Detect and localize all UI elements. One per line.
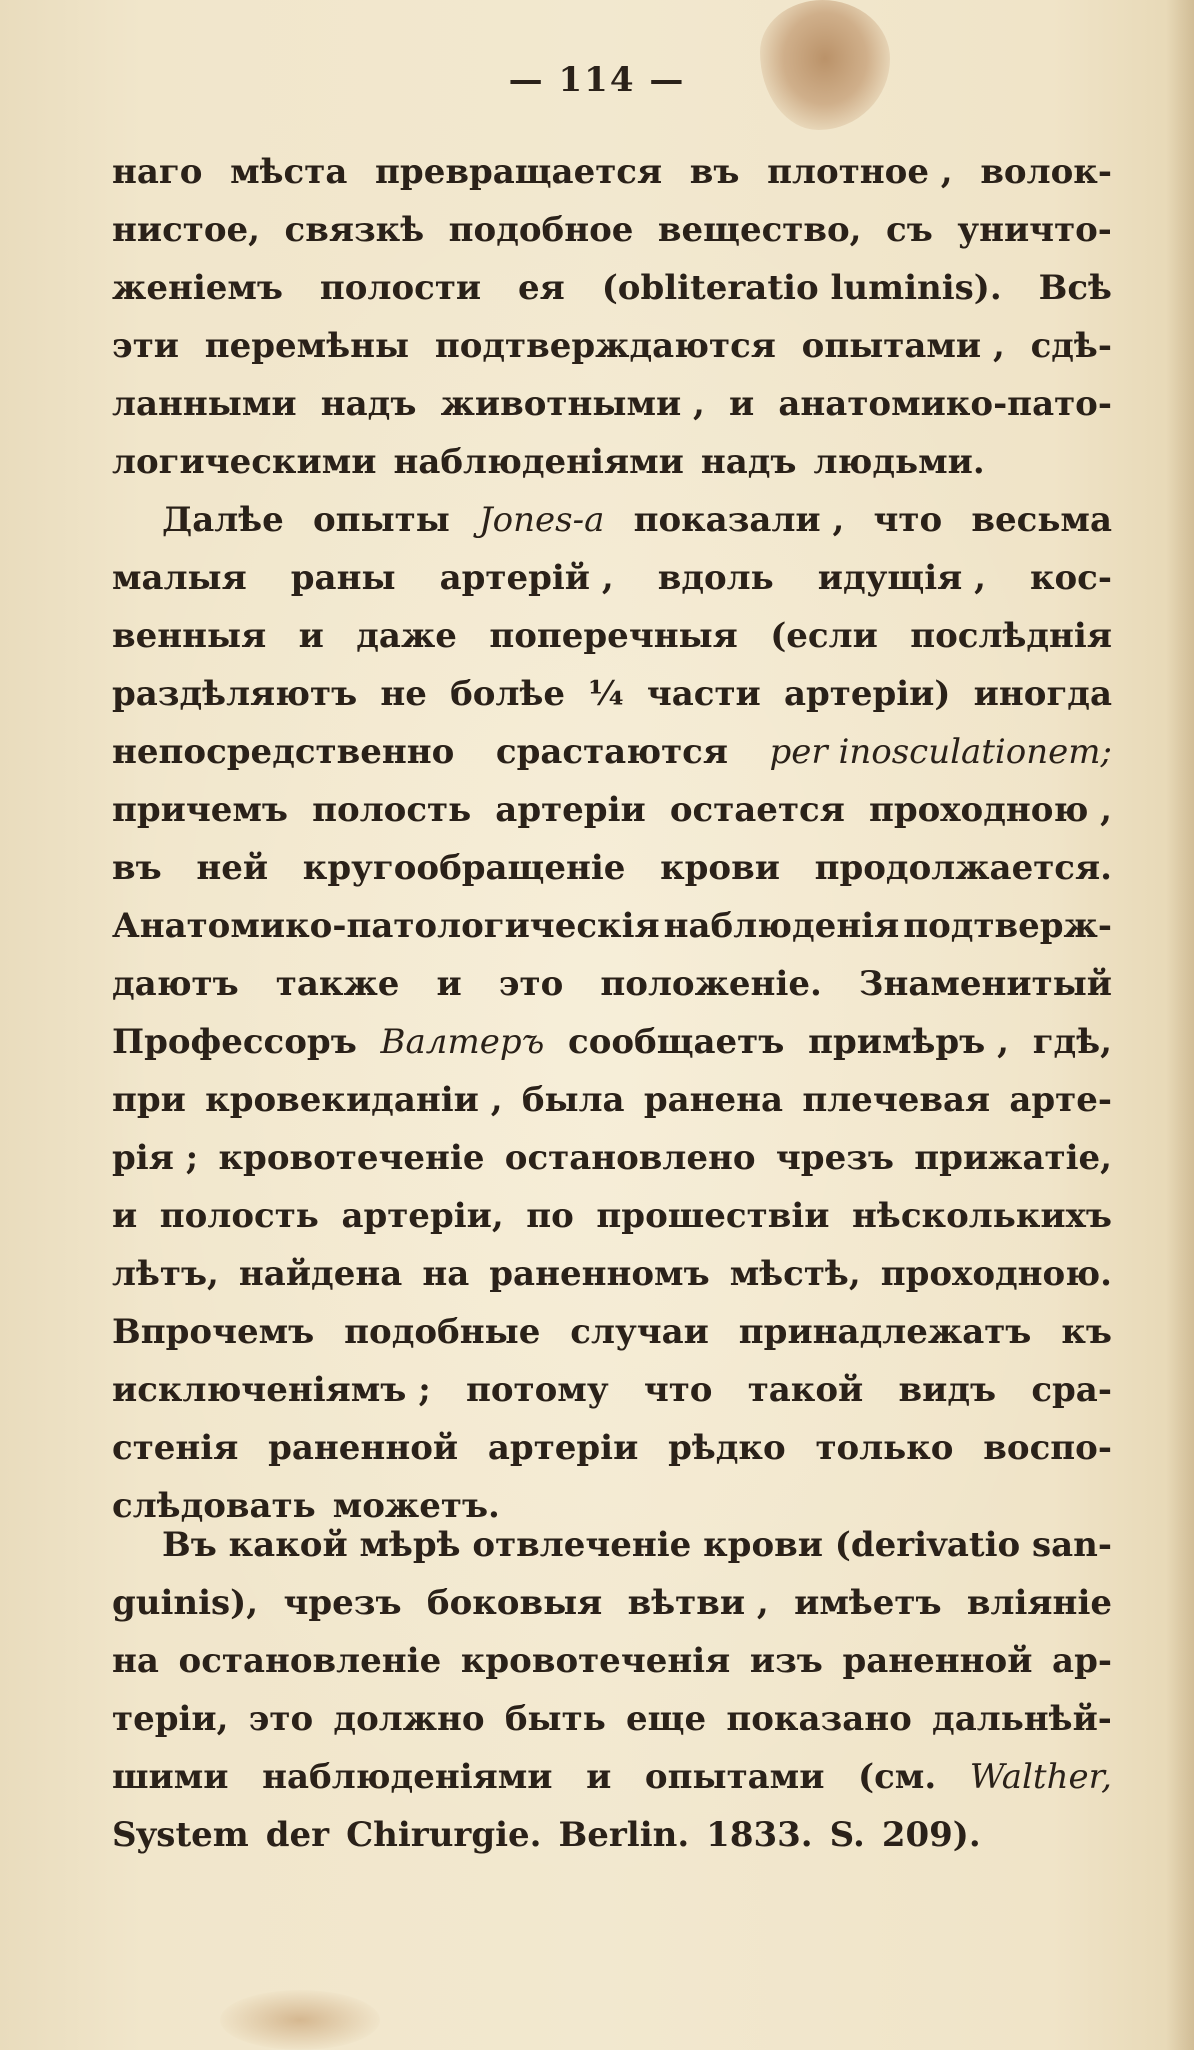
word: 209).	[881, 1815, 981, 1855]
text-line	[112, 1187, 1112, 1245]
word: это	[498, 964, 564, 1004]
text-line	[112, 433, 1112, 491]
word: чрезъ	[283, 1583, 402, 1623]
page-number: — 114 —	[508, 60, 686, 100]
word: и	[298, 616, 324, 656]
word: Berlin.	[558, 1815, 690, 1855]
word: раздѣляютъ	[112, 674, 358, 714]
word: чрезъ	[775, 1138, 894, 1178]
word: кровотеченія	[460, 1641, 731, 1681]
text-line	[112, 1361, 1112, 1419]
word: идущія ,	[817, 558, 986, 598]
word: сдѣ-	[1030, 326, 1112, 366]
word: причемъ	[112, 790, 289, 830]
word: перемѣны	[204, 326, 410, 366]
paragraph-2	[112, 491, 1112, 1535]
text-line	[112, 1303, 1112, 1361]
word: (см.	[858, 1757, 937, 1797]
word: кругообращеніе	[302, 848, 626, 888]
word: по	[526, 1196, 574, 1236]
word: рія ;	[112, 1138, 199, 1178]
word: случаи	[570, 1312, 709, 1352]
word: весьма	[971, 500, 1112, 540]
text-line	[112, 607, 1112, 665]
text-line	[112, 201, 1112, 259]
word: волок-	[980, 152, 1112, 192]
word: изъ	[749, 1641, 823, 1681]
word: иногда	[973, 674, 1112, 714]
word: мѣстѣ,	[729, 1254, 861, 1294]
word: надъ	[700, 442, 797, 482]
word: части	[646, 674, 761, 714]
word: наго	[112, 152, 203, 192]
word: исключеніямъ ;	[112, 1370, 431, 1410]
word: полость	[312, 790, 472, 830]
word: (derivatio	[834, 1525, 1021, 1565]
word: показали ,	[633, 500, 845, 540]
text-line	[112, 1013, 1112, 1071]
word: (obliteratio luminis).	[601, 268, 1002, 308]
word: вдоль	[657, 558, 774, 598]
word: подобные	[344, 1312, 541, 1352]
word: женіемъ	[112, 268, 284, 308]
word: Walther,	[969, 1757, 1112, 1797]
text-line	[112, 375, 1112, 433]
word: полость	[159, 1196, 319, 1236]
word: кровекиданіи ,	[205, 1080, 503, 1120]
word: per inosculationem;	[769, 732, 1112, 772]
word: болѣе	[450, 674, 565, 714]
word: крови	[703, 1525, 823, 1565]
word: Въ	[162, 1525, 217, 1565]
word: проходною ,	[868, 790, 1112, 830]
word: къ	[1061, 1312, 1112, 1352]
word: быть	[504, 1699, 606, 1739]
word: показано	[726, 1699, 912, 1739]
word: логическими	[112, 442, 377, 482]
word: наблюденіями	[262, 1757, 553, 1797]
word: въ	[689, 152, 740, 192]
word: слѣдовать	[112, 1486, 316, 1526]
word: анатомико-пато-	[778, 384, 1112, 424]
word: полости	[319, 268, 482, 308]
word: раны	[290, 558, 396, 598]
word: не	[380, 674, 427, 714]
word: что	[643, 1370, 713, 1410]
word: (если	[770, 616, 878, 656]
word: уничто-	[957, 210, 1112, 250]
word: опытами ,	[801, 326, 1005, 366]
word: эти	[112, 326, 179, 366]
word: ар-	[1052, 1641, 1112, 1681]
text-line	[112, 317, 1112, 375]
word: Jones-a	[479, 500, 605, 540]
word: подтверждаются	[434, 326, 776, 366]
word: Знаменитый	[858, 964, 1112, 1004]
paper-stain-bottom	[220, 1990, 380, 2050]
word: срастаются	[495, 732, 728, 772]
word: лѣтъ,	[112, 1254, 219, 1294]
word: даже	[356, 616, 457, 656]
word: кос-	[1029, 558, 1112, 598]
text-line	[112, 723, 1112, 781]
text-line	[112, 1748, 1112, 1806]
word: раненной	[268, 1428, 459, 1468]
word: раненной	[842, 1641, 1033, 1681]
word: System	[112, 1815, 249, 1855]
word: примѣръ ,	[808, 1022, 1009, 1062]
word: Валтеръ	[380, 1022, 545, 1062]
word: опытами	[644, 1757, 825, 1797]
word: дальнѣй-	[932, 1699, 1112, 1739]
word: и	[586, 1757, 612, 1797]
word: гдѣ,	[1032, 1022, 1112, 1062]
text-line	[112, 1632, 1112, 1690]
word: превращается	[375, 152, 663, 192]
text-line	[112, 781, 1112, 839]
word: рѣдко	[668, 1428, 786, 1468]
word: людьми.	[813, 442, 985, 482]
word: въ	[112, 848, 162, 888]
word: даютъ	[112, 964, 239, 1004]
word: какой	[228, 1525, 348, 1565]
text-line	[112, 1806, 1112, 1864]
word: guinis),	[112, 1583, 259, 1623]
word: san-	[1031, 1525, 1112, 1565]
word: и	[112, 1196, 138, 1236]
word: боковыя	[426, 1583, 603, 1623]
word: прижатіе,	[914, 1138, 1112, 1178]
word: плотное ,	[767, 152, 953, 192]
word: остается	[669, 790, 845, 830]
word: должно	[333, 1699, 485, 1739]
word: остановлено	[504, 1138, 756, 1178]
word: найдена	[238, 1254, 403, 1294]
word: также	[275, 964, 400, 1004]
word: малыя	[112, 558, 247, 598]
word: продолжается.	[814, 848, 1112, 888]
word: поперечныя	[489, 616, 738, 656]
word: потому	[465, 1370, 609, 1410]
word: съ	[886, 210, 933, 250]
word: крови	[660, 848, 780, 888]
word: прошествіи	[596, 1196, 830, 1236]
page-edge	[1166, 0, 1194, 2050]
text-line	[112, 1129, 1112, 1187]
text-line	[112, 1516, 1112, 1574]
text-line	[112, 491, 1112, 549]
text-line	[112, 955, 1112, 1013]
word: мѣрѣ	[359, 1525, 461, 1565]
word: ранена	[643, 1080, 784, 1120]
word: еще	[626, 1699, 707, 1739]
word: связкѣ	[284, 210, 425, 250]
text-line	[112, 1574, 1112, 1632]
word: вліяніе	[966, 1583, 1112, 1623]
word: сообщаетъ	[568, 1022, 785, 1062]
word: Всѣ	[1038, 268, 1112, 308]
word: только	[815, 1428, 954, 1468]
word: послѣднія	[910, 616, 1112, 656]
word: ланными	[112, 384, 297, 424]
word: видъ	[898, 1370, 997, 1410]
text-line	[112, 143, 1112, 201]
text-line	[112, 897, 1112, 955]
word: нистое,	[112, 210, 261, 250]
word: вѣтви ,	[627, 1583, 769, 1623]
word: это	[248, 1699, 314, 1739]
word: на	[422, 1254, 470, 1294]
text-line	[112, 839, 1112, 897]
word: кровотеченіе	[218, 1138, 485, 1178]
word: артеріи	[487, 1428, 639, 1468]
word: арте-	[1009, 1080, 1112, 1120]
word: 1833.	[706, 1815, 813, 1855]
word: плечевая	[802, 1080, 991, 1120]
text-line	[112, 665, 1112, 723]
word: теріи,	[112, 1699, 229, 1739]
word: S.	[829, 1815, 865, 1855]
word: Профессоръ	[112, 1022, 357, 1062]
text-line	[112, 1419, 1112, 1477]
word: артеріи)	[783, 674, 951, 714]
paragraph-1	[112, 143, 1112, 491]
word: положеніе.	[600, 964, 822, 1004]
word: принадлежатъ	[738, 1312, 1032, 1352]
word: стенія	[112, 1428, 239, 1468]
word: при	[112, 1080, 186, 1120]
text-line	[112, 1071, 1112, 1129]
word: проходною.	[880, 1254, 1112, 1294]
word: была	[521, 1080, 625, 1120]
word: опыты	[313, 500, 450, 540]
text-line	[112, 1245, 1112, 1303]
word: остановленіе	[178, 1641, 442, 1681]
word: что	[873, 500, 943, 540]
word: воспо-	[983, 1428, 1112, 1468]
word: имѣетъ	[794, 1583, 942, 1623]
word: и	[729, 384, 755, 424]
word: сра-	[1031, 1370, 1112, 1410]
word: артеріи,	[341, 1196, 504, 1236]
word: Впрочемъ	[112, 1312, 315, 1352]
word: нѣсколькихъ	[852, 1196, 1112, 1236]
word: наблюденіями	[393, 442, 684, 482]
text-line	[112, 1690, 1112, 1748]
word: подобное	[448, 210, 634, 250]
word: Далѣе	[162, 500, 284, 540]
word: шими	[112, 1757, 229, 1797]
word: животными ,	[440, 384, 705, 424]
word: der	[265, 1815, 330, 1855]
word: надъ	[320, 384, 417, 424]
word: ея	[518, 268, 565, 308]
word: и	[436, 964, 462, 1004]
word: непосредственно	[112, 732, 455, 772]
word: Анатомико-патологическія	[112, 906, 660, 946]
word: ¼	[588, 674, 624, 714]
word: артерій ,	[439, 558, 614, 598]
word: подтверж-	[903, 906, 1112, 946]
text-line	[112, 259, 1112, 317]
word: венныя	[112, 616, 267, 656]
word: можетъ.	[332, 1486, 500, 1526]
word: мѣста	[230, 152, 348, 192]
word: на	[112, 1641, 159, 1681]
word: артеріи	[495, 790, 646, 830]
word: раненномъ	[489, 1254, 710, 1294]
word: вещество,	[657, 210, 862, 250]
word: отвлеченіе	[472, 1525, 692, 1565]
text-line	[112, 549, 1112, 607]
word: Chirurgie.	[346, 1815, 542, 1855]
word: такой	[747, 1370, 864, 1410]
word: ней	[196, 848, 269, 888]
word: наблюденія	[663, 906, 900, 946]
paragraph-3	[112, 1516, 1112, 1864]
